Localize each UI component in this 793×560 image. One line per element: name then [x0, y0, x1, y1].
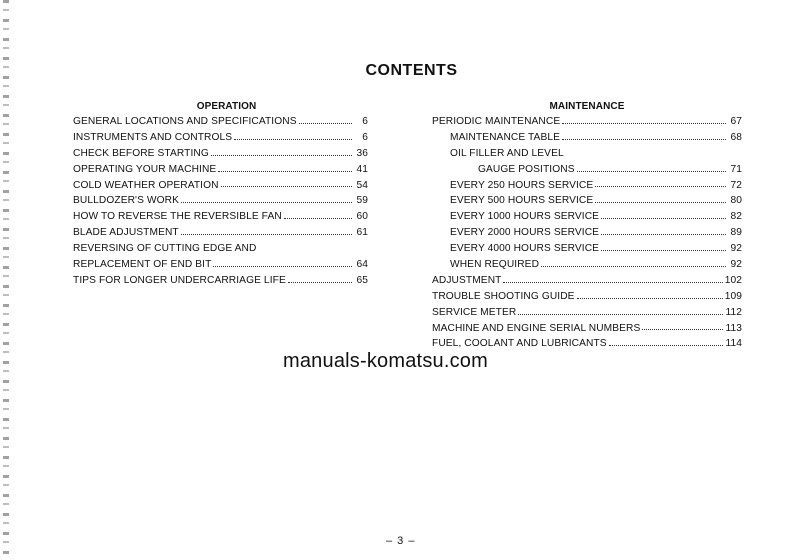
toc-entry [432, 321, 742, 337]
toc-entry [432, 225, 742, 241]
watermark-text: manuals-komatsu.com [283, 350, 488, 372]
toc-entry [73, 273, 368, 289]
toc-entry-label: OPERATING YOUR MACHINE [73, 163, 217, 175]
leader-dots [503, 281, 722, 283]
page-title: CONTENTS [365, 62, 458, 79]
maintenance-column [432, 100, 742, 352]
toc-entry-label: EVERY 1000 HOURS SERVICE [450, 211, 600, 223]
toc-entry-page: 54 [356, 179, 368, 191]
leader-dots [609, 344, 724, 346]
toc-entry-page: 102 [724, 274, 742, 286]
toc-entry [432, 257, 742, 273]
leader-dots [562, 138, 726, 140]
toc-entry-page: 114 [725, 338, 742, 350]
toc-entry-label: ADJUSTMENT [432, 274, 502, 286]
leader-dots [577, 170, 726, 172]
toc-entry-page: 92 [730, 243, 742, 255]
leader-dots [562, 122, 726, 124]
toc-entry-label: HOW TO REVERSE THE REVERSIBLE FAN [73, 211, 282, 223]
toc-entry [73, 162, 368, 178]
toc-entry-page: 112 [725, 306, 742, 318]
toc-entry [73, 114, 368, 130]
toc-entry [432, 178, 742, 194]
toc-entry-label: BULLDOZER'S WORK [73, 195, 180, 207]
toc-entry [432, 130, 742, 146]
toc-entry-page: 36 [356, 147, 368, 159]
toc-entry [73, 193, 368, 209]
toc-entry-page: 41 [356, 163, 368, 175]
toc-entry-page: 71 [730, 163, 742, 175]
toc-entry-page: 60 [356, 211, 368, 223]
toc-entry-page: 109 [724, 290, 742, 302]
leader-dots [601, 233, 726, 235]
toc-entry [432, 241, 742, 257]
leader-dots [518, 313, 723, 315]
toc-entry-label: REVERSING OF CUTTING EDGE AND [73, 243, 257, 255]
toc-entry [432, 114, 742, 130]
toc-entry-page: 80 [730, 195, 742, 207]
toc-entry-label: SERVICE METER [432, 306, 517, 318]
page-number: – 3 – [386, 535, 416, 547]
toc-entry-page: 6 [362, 116, 368, 127]
toc-entry-page: 65 [356, 274, 368, 286]
leader-dots [181, 201, 352, 203]
toc-entry-label: COLD WEATHER OPERATION [73, 179, 219, 191]
toc-entry-label: WHEN REQUIRED [450, 259, 540, 271]
toc-entry [73, 209, 368, 225]
binding-edge [3, 0, 9, 560]
toc-entry-label: CHECK BEFORE STARTING [73, 147, 209, 159]
leader-dots [284, 217, 352, 219]
leader-dots [221, 185, 352, 187]
toc-entry-page: 92 [730, 259, 742, 271]
leader-dots [299, 122, 352, 124]
toc-entry [432, 289, 742, 305]
leader-dots [601, 249, 726, 251]
toc-entry-page: 61 [356, 227, 368, 239]
toc-entry-page: 72 [730, 179, 742, 191]
toc-entry-label: PERIODIC MAINTENANCE [432, 116, 561, 127]
toc-entry-label: EVERY 2000 HOURS SERVICE [450, 227, 600, 239]
toc-entry-page: 6 [362, 131, 368, 143]
toc-entry-label: EVERY 4000 HOURS SERVICE [450, 243, 600, 255]
toc-entry [432, 305, 742, 321]
toc-entry-page: 64 [356, 259, 368, 271]
toc-entry-label: FUEL, COOLANT AND LUBRICANTS [432, 338, 607, 350]
toc-entry [432, 209, 742, 225]
toc-entry-label: MAINTENANCE TABLE [450, 131, 561, 143]
toc-entry [73, 257, 368, 273]
leader-dots [577, 297, 723, 299]
leader-dots [601, 217, 726, 219]
leader-dots [234, 138, 352, 140]
leader-dots [211, 154, 352, 156]
maintenance-heading: MAINTENANCE [549, 101, 625, 112]
toc-entry-label: GENERAL LOCATIONS AND SPECIFICATIONS [73, 116, 297, 127]
toc-entry-page: 89 [730, 227, 742, 239]
leader-dots [181, 233, 352, 235]
toc-entry-page: 59 [356, 195, 368, 207]
toc-entry [73, 130, 368, 146]
toc-entry [73, 241, 368, 257]
toc-entry [432, 273, 742, 289]
toc-entry-label: TIPS FOR LONGER UNDERCARRIAGE LIFE [73, 274, 286, 286]
toc-entry [432, 193, 742, 209]
toc-entry-page: 67 [730, 116, 742, 127]
toc-entry-page: 82 [730, 211, 742, 223]
toc-entry-label: BLADE ADJUSTMENT [73, 227, 179, 239]
toc-entry-label: REPLACEMENT OF END BIT [73, 259, 212, 271]
toc-entry-page: 68 [730, 131, 742, 143]
leader-dots [642, 328, 723, 330]
toc-entry-label: MACHINE AND ENGINE SERIAL NUMBERS [432, 322, 641, 334]
leader-dots [288, 281, 352, 283]
toc-entry [73, 225, 368, 241]
leader-dots [595, 201, 726, 203]
toc-entry [73, 146, 368, 162]
toc-entry-page: 113 [725, 322, 742, 334]
toc-entry-label: OIL FILLER AND LEVEL [450, 147, 564, 159]
toc-entry [73, 178, 368, 194]
leader-dots [213, 265, 352, 267]
toc-entry [432, 146, 742, 162]
operation-column [73, 100, 368, 289]
toc-entry-label: EVERY 250 HOURS SERVICE [450, 179, 594, 191]
operation-heading: OPERATION [196, 101, 257, 112]
leader-dots [218, 170, 352, 172]
leader-dots [541, 265, 726, 267]
toc-entry-label: TROUBLE SHOOTING GUIDE [432, 290, 575, 302]
toc-entry-label: INSTRUMENTS AND CONTROLS [73, 131, 233, 143]
toc-entry-label: EVERY 500 HOURS SERVICE [450, 195, 594, 207]
toc-entry [432, 162, 742, 178]
toc-entry-label: GAUGE POSITIONS [478, 163, 575, 175]
leader-dots [595, 185, 726, 187]
